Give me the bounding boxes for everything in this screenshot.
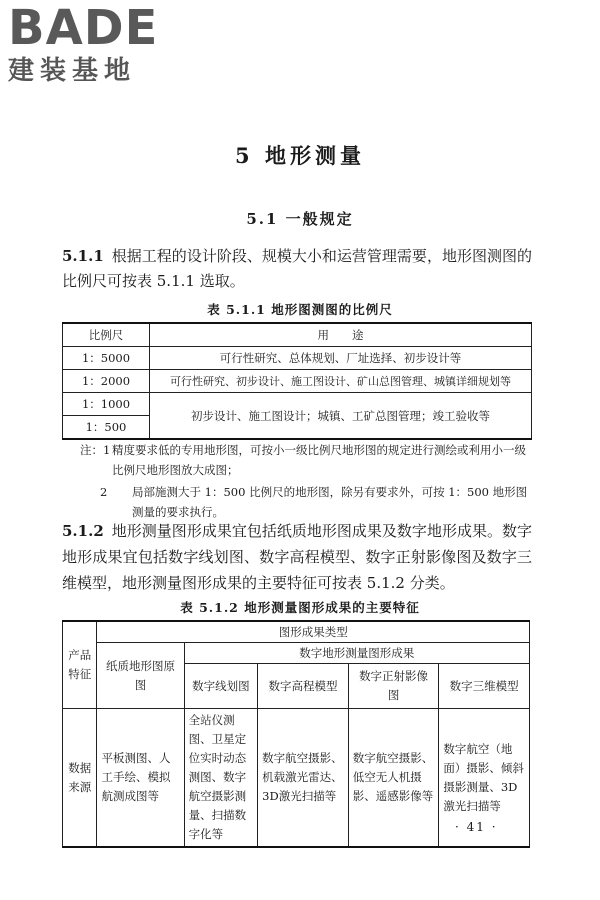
clause-number: 5.1.1 bbox=[62, 247, 104, 265]
chapter-title: 5 地形测量 bbox=[235, 143, 365, 168]
data-source-cell: 平板测图、人工手绘、模拟航测成图等 bbox=[97, 709, 184, 848]
sub-header: 数字三维模型 bbox=[439, 664, 530, 709]
table-header: 比例尺 bbox=[63, 323, 150, 347]
table-row bbox=[63, 347, 532, 370]
scale-table bbox=[62, 322, 532, 440]
scale-cell: 1：1000 bbox=[63, 393, 150, 416]
note-number: 2 bbox=[100, 485, 108, 499]
sub-header: 数字正射影像图 bbox=[348, 664, 439, 709]
clause-text: 根据工程的设计阶段、规模大小和运营管理需要，地形图测图的比例尺可按表 5.1.1 选取。 bbox=[62, 247, 532, 290]
note-text: 精度要求低的专用地形图，可按小一级比例尺地形图的规定进行测绘或利用小一级比例尺地形图放大成图； bbox=[112, 443, 526, 477]
table-header: 用 途 bbox=[150, 323, 532, 347]
clause-text: 地形测量图形成果宜包括纸质地形图成果及数字地形成果。数字地形成果宜包括数字线划图、数字高程模型、数字正射影像图及数字三维模型，地形测量图形成果的主要特征可按表 5.1.2 分类。 bbox=[62, 522, 532, 592]
scale-cell: 1：500 bbox=[63, 416, 150, 440]
publisher-logo bbox=[8, 2, 178, 86]
page-number: · 41 · bbox=[455, 820, 498, 834]
logo-wordmark: BADE bbox=[8, 0, 159, 56]
note-text: 局部施测大于 1：500 比例尺的地形图，除另有要求外，可按 1：500 地形图测量的要求执行。 bbox=[132, 485, 528, 519]
sub-header: 数字线划图 bbox=[184, 664, 258, 709]
table1-caption: 表 5.1.1 地形图测图的比例尺 bbox=[207, 302, 393, 317]
clause-number: 5.1.2 bbox=[62, 522, 104, 540]
logo-subtitle: 建装基地 bbox=[8, 56, 137, 86]
paper-header: 纸质地形图原图 bbox=[97, 643, 184, 709]
type-header: 图形成果类型 bbox=[97, 621, 530, 643]
graphic-results-table bbox=[62, 620, 530, 848]
table-row bbox=[63, 370, 532, 393]
row-label: 数据来源 bbox=[63, 709, 97, 848]
scale-cell: 1：5000 bbox=[63, 347, 150, 370]
use-cell: 初步设计、施工图设计；城镇、工矿总图管理；竣工验收等 bbox=[150, 393, 532, 440]
table2-caption: 表 5.1.2 地形测量图形成果的主要特征 bbox=[180, 600, 420, 615]
data-source-cell: 数字航空（地面）摄影、倾斜摄影测量、3D激光扫描等 bbox=[439, 709, 530, 848]
data-source-cell: 全站仪测图、卫星定位实时动态测图、数字航空摄影测量、扫描数字化等 bbox=[184, 709, 258, 848]
digital-header: 数字地形测量图形成果 bbox=[184, 643, 529, 664]
use-cell: 可行性研究、总体规划、厂址选择、初步设计等 bbox=[150, 347, 532, 370]
data-source-cell: 数字航空摄影、机载激光雷达、3D激光扫描等 bbox=[258, 709, 349, 848]
data-source-cell: 数字航空摄影、低空无人机摄影、遥感影像等 bbox=[348, 709, 439, 848]
note-label: 注：1 bbox=[80, 443, 111, 457]
scale-cell: 1：2000 bbox=[63, 370, 150, 393]
table-row bbox=[63, 393, 532, 416]
section-title: 5.1 一般规定 bbox=[246, 210, 354, 228]
sub-header: 数字高程模型 bbox=[258, 664, 349, 709]
use-cell: 可行性研究、初步设计、施工图设计、矿山总图管理、城镇详细规划等 bbox=[150, 370, 532, 393]
clause-5-1-1 bbox=[62, 244, 532, 294]
product-feature-header: 产品特征 bbox=[63, 621, 97, 709]
table-notes bbox=[80, 440, 530, 522]
clause-5-1-2 bbox=[62, 518, 532, 596]
